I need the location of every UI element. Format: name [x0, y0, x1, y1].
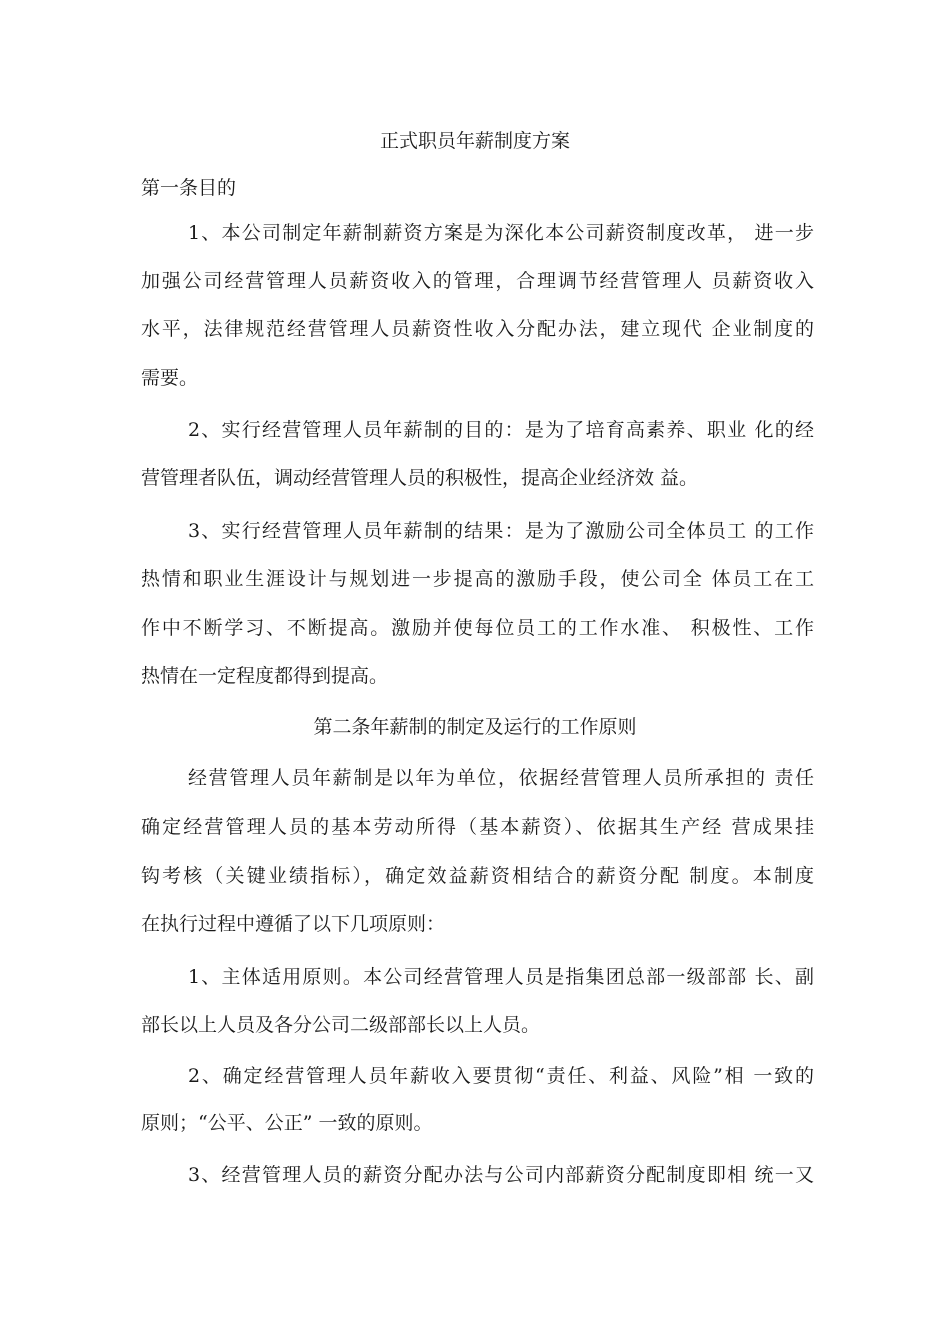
paragraph-7-line-1: 3、经营管理人员的薪资分配办法与公司内部薪资分配制度即相 统一又 [188, 1164, 814, 1186]
paragraph-4-line-4: 在执行过程中遵循了以下几项原则： [141, 913, 446, 935]
paragraph-1-line-3: 水平，法律规范经营管理人员薪资性收入分配办法，建立现代 企业制度的 [141, 318, 814, 340]
paragraph-4-line-2: 确定经营管理人员的基本劳动所得（基本薪资）、依据其生产经 营成果挂 [141, 816, 814, 838]
paragraph-4-line-1: 经营管理人员年薪制是以年为单位，依据经营管理人员所承担的 责任 [188, 767, 814, 789]
paragraph-3-line-3: 作中不断学习、不断提高。激励并使每位员工的工作水准、 积极性、工作 [141, 617, 814, 639]
article-1-heading: 第一条目的 [141, 177, 237, 199]
paragraph-6-line-1: 2、确定经营管理人员年薪收入要贯彻“责任、利益、风险”相 一致的 [188, 1065, 814, 1087]
paragraph-6-line-2: 原则；“公平、公正” 一致的原则。 [141, 1112, 433, 1134]
paragraph-2-line-1: 2、实行经营管理人员年薪制的目的：是为了培育高素养、职业 化的经 [188, 419, 814, 441]
paragraph-3-line-1: 3、实行经营管理人员年薪制的结果：是为了激励公司全体员工 的工作 [188, 520, 814, 542]
paragraph-5-line-1: 1、主体适用原则。本公司经营管理人员是指集团总部一级部部 长、副 [188, 966, 814, 988]
paragraph-1-line-2: 加强公司经营管理人员薪资收入的管理，合理调节经营管理人 员薪资收入 [141, 270, 814, 292]
article-2-heading: 第二条年薪制的制定及运行的工作原则 [313, 716, 637, 738]
paragraph-1-line-1: 1、本公司制定年薪制薪资方案是为深化本公司薪资制度改革， 进一步 [188, 222, 814, 244]
paragraph-4-line-3: 钩考核（关键业绩指标），确定效益薪资相结合的薪资分配 制度。本制度 [141, 865, 814, 887]
paragraph-3-line-4: 热情在一定程度都得到提高。 [141, 665, 389, 687]
paragraph-3-line-2: 热情和职业生涯设计与规划进一步提高的激励手段，使公司全 体员工在工 [141, 568, 814, 590]
paragraph-5-line-2: 部长以上人员及各分公司二级部部长以上人员。 [141, 1014, 541, 1036]
paragraph-1-line-4: 需要。 [141, 367, 199, 389]
paragraph-2-line-2: 营管理者队伍，调动经营管理人员的积极性，提高企业经济效 益。 [141, 467, 699, 489]
document-title: 正式职员年薪制度方案 [379, 130, 570, 152]
